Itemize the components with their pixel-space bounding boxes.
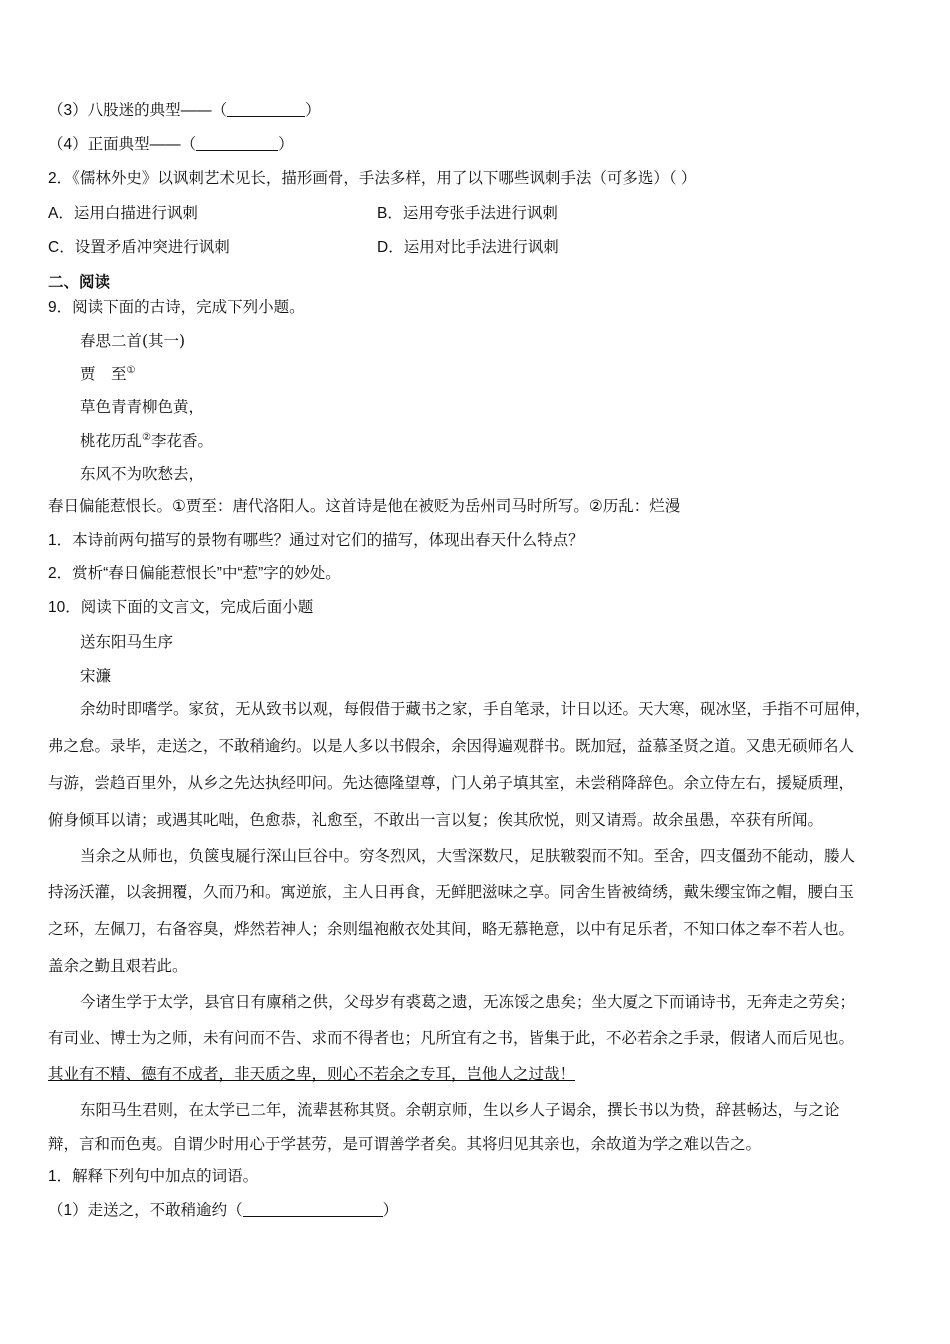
question-2-stem: 2．《儒林外史》以讽刺艺术见长，描形画骨，手法多样，用了以下哪些讽刺手法（可多选）（ ）	[48, 170, 697, 187]
sub-item-4	[48, 134, 294, 156]
passage-line: 俯身倾耳以请；或遇其叱咄，色愈恭，礼愈至，不敢出一言以复；俟其欣悦，则又请焉。故余虽愚，卒获有所闻。	[48, 811, 824, 829]
passage-line: 与游，尝趋百里外，从乡之先达执经叩问。先达德隆望尊，门人弟子填其室，未尝稍降辞色。余立侍左右，援疑质理，	[48, 774, 855, 792]
poem-line-1: 草色青青柳色黄，	[80, 398, 205, 416]
poem-title: 春思二首(其一)	[80, 332, 186, 350]
passage-line: 盖余之勤且艰若此。	[48, 957, 188, 975]
sub-item-3-close: ）	[305, 102, 321, 119]
passage-line: 弗之怠。录毕，走送之，不敢稍逾约。以是人多以书假余，余因得遍观群书。既加冠，益慕圣贤之道。又患无硕师名人	[48, 737, 855, 755]
sub-item-4-text: （4）正面典型——（	[48, 136, 197, 153]
poem-line-4-notes: 春日偏能惹恨长。①贾至：唐代洛阳人。这首诗是他在被贬为岳州司马时所写。②历乱：烂漫	[48, 498, 681, 515]
poem-author-name: 贾 至	[80, 365, 127, 383]
passage-line: 今诸生学于太学，县官日有廪稍之供，父母岁有裘葛之遗，无冻馁之患矣；坐大厦之下而诵诗书，无奔走之劳矣；	[80, 993, 856, 1011]
option-c[interactable]: C．设置矛盾冲突进行讽刺	[48, 239, 230, 256]
poem-line-2	[80, 430, 213, 452]
item-1-close: ）	[382, 1202, 399, 1219]
passage-line-underlined: 其业有不精、德有不成者，非天质之卑，则心不若余之专耳，岂他人之过哉！	[48, 1065, 576, 1083]
question-10-stem: 10．阅读下面的文言文，完成后面小题	[48, 599, 314, 616]
passage-line: 之环，左佩刀，右备容臭，烨然若神人；余则缊袍敝衣处其间，略无慕艳意，以中有足乐者，不知口体之奉不若人也。	[48, 920, 855, 938]
passage-title: 送东阳马生序	[80, 633, 174, 651]
passage-line: 有司业、博士为之师，未有问而不告、求而不得者也；凡所宜有之书，皆集于此，不必若余之手录，假诸人而后见也。	[48, 1029, 855, 1047]
option-b[interactable]: B．运用夸张手法进行讽刺	[377, 205, 558, 222]
question-9-stem: 9．阅读下面的古诗，完成下列小题。	[48, 299, 305, 316]
passage-line: 辩，言和而色夷。自谓少时用心于学甚劳，是可谓善学者矣。其将归见其亲也，余故道为学之难以告之。	[48, 1135, 762, 1153]
poem-line-3: 东风不为吹愁去，	[80, 465, 205, 483]
question-9-sub-2: 2．赏析“春日偏能惹恨长”中“惹”字的妙处。	[48, 565, 341, 582]
passage-line: 当余之从师也，负箧曳屣行深山巨谷中。穷冬烈风，大雪深数尺，足肤皲裂而不知。至舍，四支僵劲不能动，媵人	[80, 847, 856, 865]
item-1-text: （1）走送之，不敢稍逾约（	[48, 1202, 243, 1219]
option-d[interactable]: D．运用对比手法进行讽刺	[377, 239, 559, 256]
footnote-mark: ①	[126, 365, 136, 376]
passage-line: 东阳马生君则，在太学已二年，流辈甚称其贤。余朝京师，生以乡人子谒余，撰长书以为贽，辞甚畅达，与之论	[80, 1101, 840, 1119]
poem-line-2-a: 桃花历乱	[80, 432, 143, 450]
answer-blank[interactable]	[196, 134, 278, 151]
passage-line: 余幼时即嗜学。家贫，无从致书以观，每假借于藏书之家，手自笔录，计日以还。天大寒，砚冰坚，手指不可屈伸，	[80, 700, 871, 718]
footnote-mark: ②	[142, 432, 151, 443]
question-10-sub-1: 1．解释下列句中加点的词语。	[48, 1168, 259, 1185]
answer-blank[interactable]	[243, 1200, 383, 1217]
section-title: 二、阅读	[48, 274, 111, 291]
passage-author: 宋濂	[80, 667, 112, 685]
option-a[interactable]: A．运用白描进行讽刺	[48, 205, 198, 222]
poem-line-2-b: 李花香。	[150, 432, 213, 450]
sub-item-3	[48, 100, 321, 122]
sub-item-4-close: ）	[278, 136, 294, 153]
sub-item-3-text: （3）八股迷的典型——（	[48, 102, 228, 119]
passage-line: 持汤沃灌，以衾拥覆，久而乃和。寓逆旅，主人日再食，无鲜肥滋味之享。同舍生皆被绮绣，戴朱缨宝饰之帽，腰白玉	[48, 883, 855, 901]
question-9-sub-1: 1．本诗前两句描写的景物有哪些？通过对它们的描写，体现出春天什么特点？	[48, 532, 584, 549]
question-10-sub-1-item-1	[48, 1200, 398, 1222]
answer-blank[interactable]	[227, 100, 305, 117]
poem-author	[80, 363, 135, 385]
